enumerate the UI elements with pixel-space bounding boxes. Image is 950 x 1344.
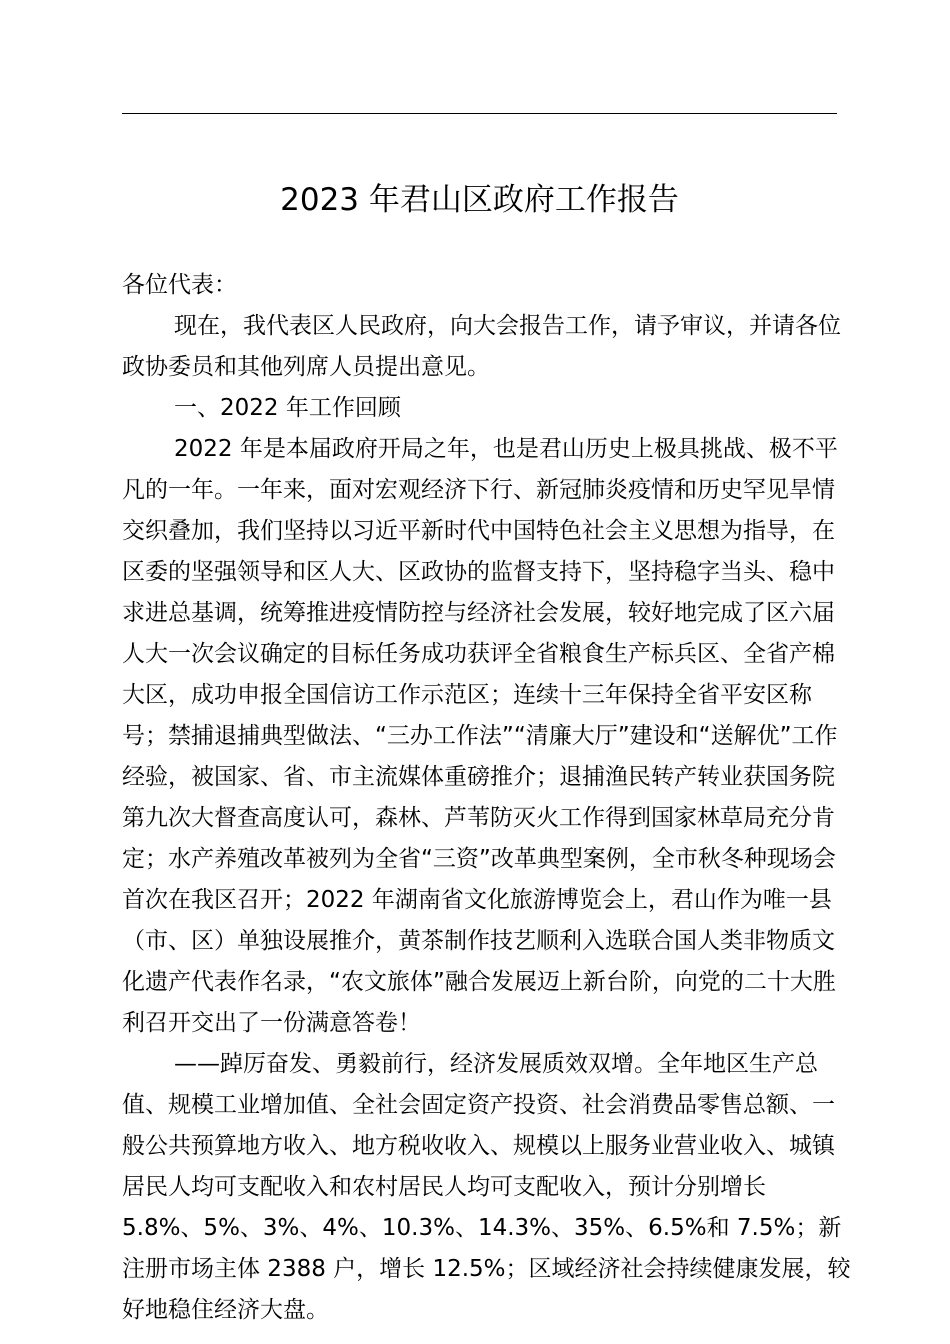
review-paragraph: 2022 年是本届政府开局之年，也是君山历史上极具挑战、极不平凡的一年。一年来，面对宏观经济下行、新冠肺炎疫情和历史罕见旱情交织叠加，我们坚持以习近平新时代中国特色社会主义思想为指导，在区委的坚强领导和区人大、区政协的监督支持下，坚持稳字当头、稳中求进总基调，统筹推进疫情防控与经济社会发展，较好地完成了区六届人大一次会议确定的目标任务成功获评全省粮食生产标兵区、全省产棉大区，成功申报全国信访工作示范区；连续十三年保持全省平安区称号；禁捕退捕典型做法、“三办工作法”“清廉大厅”建设和“送解优”工作经验，被国家、省、市主流媒体重磅推介；退捕渔民转产转业获国务院第九次大督查高度认可，森林、芦苇防灭火工作得到国家林草局充分肯定；水产养殖改革被列为全省“三资”改革典型案例，全市秋冬种现场会首次在我区召开；2022 年湖南省文化旅游博览会上，君山作为唯一县（市、区）单独设展推介，黄茶制作技艺顺利入选联合国人类非物质文化遗产代表作名录，“农文旅体”融合发展迈上新台阶，向党的二十大胜利召开交出了一份满意答卷！ <box>122 436 838 1036</box>
salutation: 各位代表： <box>122 272 237 298</box>
document-title: 2023 年君山区政府工作报告 <box>280 182 679 218</box>
header-rule <box>122 113 837 114</box>
document-body <box>122 265 852 1331</box>
opening-paragraph: 现在，我代表区人民政府，向大会报告工作，请予审议，并请各位政协委员和其他列席人员提出意见。 <box>122 313 841 380</box>
section-heading: 一、2022 年工作回顾 <box>174 395 401 421</box>
economy-paragraph: ——踔厉奋发、勇毅前行，经济发展质效双增。全年地区生产总值、规模工业增加值、全社会固定资产投资、社会消费品零售总额、一般公共预算地方收入、地方税收收入、规模以上服务业营业收入、城镇居民人均可支配收入和农村居民人均可支配收入，预计分别增长 5.8%、5%、3%、4%、10.3%、14.3%、35%、6.5%和 7.5%；新注册市场主体 2388 户，增长 12.5%；区域经济社会持续健康发展，较好地稳住经济大盘。 <box>122 1051 851 1323</box>
